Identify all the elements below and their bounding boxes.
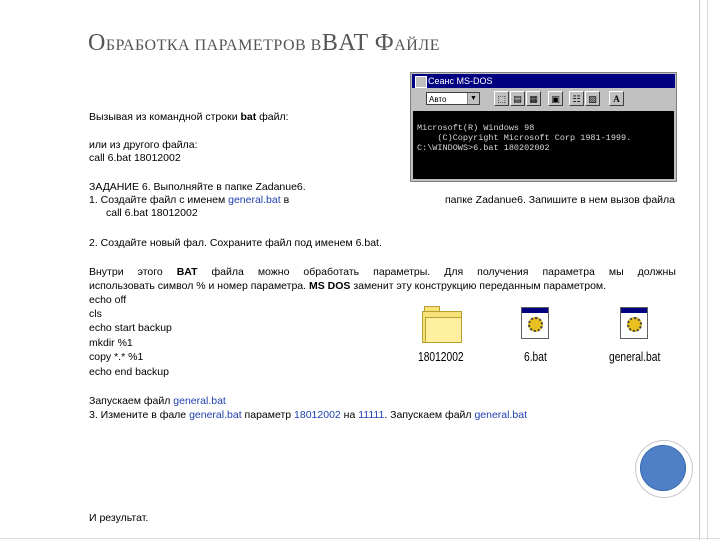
text: 1. Создайте файл с именем bbox=[89, 194, 229, 206]
file-name: general.bat bbox=[189, 409, 242, 421]
font-icon[interactable]: A bbox=[609, 91, 624, 106]
fullscreen-icon[interactable]: ▣ bbox=[548, 91, 563, 106]
task-item bbox=[89, 193, 289, 207]
code-line: echo end backup bbox=[89, 366, 169, 378]
paragraph-word: параметры. bbox=[373, 266, 431, 278]
paragraph-line bbox=[89, 265, 676, 279]
folder-icon[interactable] bbox=[422, 305, 462, 345]
font-size-select[interactable] bbox=[426, 92, 480, 105]
title-text: АЙЛЕ bbox=[394, 37, 440, 54]
paragraph-word: мы bbox=[608, 266, 624, 278]
title-text: BAT bbox=[321, 30, 369, 56]
task-item: 2. Создайте новый фал. Сохраните файл под именем 6.bat. bbox=[89, 237, 382, 249]
bat-file-icon[interactable] bbox=[620, 307, 648, 339]
run-line bbox=[89, 408, 527, 422]
paragraph-word: файла bbox=[211, 266, 244, 278]
file-name: general.bat bbox=[173, 395, 226, 407]
paste-icon[interactable]: ▦ bbox=[526, 91, 541, 106]
run-line bbox=[89, 394, 226, 408]
title-text: БРАБОТКА ПАРАМЕТРОВ В bbox=[105, 37, 322, 54]
file-name: general.bat bbox=[474, 409, 527, 421]
font-size-value: Авто bbox=[429, 95, 447, 104]
paragraph-word: BAT bbox=[176, 266, 198, 278]
page-title bbox=[88, 30, 440, 57]
task-item: call 6.bat 18012002 bbox=[106, 207, 198, 219]
paragraph-word: обработать bbox=[303, 266, 360, 278]
task-item: папке Zadanue6. Запишите в нем вызов файла bbox=[444, 194, 675, 206]
msdos-titlebar[interactable] bbox=[412, 74, 675, 88]
paragraph-word: получения bbox=[477, 266, 529, 278]
paragraph-word: этого bbox=[137, 266, 163, 278]
paragraph-word: должны bbox=[637, 266, 676, 278]
mark-icon[interactable]: ⬚ bbox=[494, 91, 509, 106]
frame-line bbox=[699, 0, 700, 540]
code-line: cls bbox=[89, 308, 102, 320]
bat-file-icon[interactable] bbox=[521, 307, 549, 339]
intro-line: или из другого файла: bbox=[89, 139, 198, 151]
decorative-circle bbox=[640, 445, 686, 491]
intro-line bbox=[89, 110, 289, 124]
paragraph-word: Для bbox=[444, 266, 464, 278]
result-text: И результат. bbox=[89, 512, 149, 524]
text: . Запускаем файл bbox=[384, 409, 475, 421]
background-icon[interactable]: ▧ bbox=[585, 91, 600, 106]
code-line: mkdir %1 bbox=[89, 337, 133, 349]
frame-line bbox=[707, 0, 708, 540]
parameter-value: 18012002 bbox=[294, 409, 341, 421]
text: использовать символ % и номер параметра. bbox=[89, 280, 309, 292]
properties-icon[interactable]: ☷ bbox=[569, 91, 584, 106]
icon-label: 6.bat bbox=[524, 350, 547, 364]
text: файл: bbox=[256, 111, 289, 123]
msdos-toolbar bbox=[412, 89, 675, 109]
paragraph-line bbox=[89, 279, 606, 293]
msdos-window-icon bbox=[415, 76, 427, 88]
msdos-window[interactable] bbox=[410, 72, 677, 182]
paragraph-word: можно bbox=[257, 266, 290, 278]
text: в bbox=[280, 194, 290, 206]
text: Вызывая из командной строки bbox=[89, 111, 241, 123]
text: заменит эту конструкцию переданным параметром. bbox=[350, 280, 607, 292]
console-line: Microsoft(R) Windows 98 bbox=[417, 123, 535, 133]
paragraph-word: параметра bbox=[542, 266, 595, 278]
file-name: general.bat bbox=[228, 194, 281, 206]
text: 3. Измените в фале bbox=[89, 409, 190, 421]
icon-label: general.bat bbox=[609, 350, 661, 364]
text: на bbox=[340, 409, 359, 421]
copy-icon[interactable]: ▤ bbox=[510, 91, 525, 106]
text: параметр bbox=[241, 409, 295, 421]
code-line: echo off bbox=[89, 294, 127, 306]
console-line: C:\WINDOWS>6.bat 180202002 bbox=[417, 143, 550, 153]
paragraph-word: Внутри bbox=[89, 266, 124, 278]
code-line: copy *.* %1 bbox=[89, 351, 144, 363]
intro-code: call 6.bat 18012002 bbox=[89, 152, 181, 164]
task-heading: ЗАДАНИЕ 6. Выполняйте в папке Zadanue6. bbox=[89, 181, 306, 193]
code-line: echo start backup bbox=[89, 322, 172, 334]
console-line: (C)Copyright Microsoft Corp 1981-1999. bbox=[417, 133, 632, 143]
text: Запускаем файл bbox=[89, 395, 174, 407]
text: MS DOS bbox=[308, 280, 351, 292]
frame-line bbox=[0, 538, 720, 539]
chevron-down-icon[interactable]: ▼ bbox=[467, 93, 479, 104]
title-text: Ф bbox=[368, 30, 395, 56]
msdos-title: Сеанс MS-DOS bbox=[428, 76, 493, 86]
icon-label: 18012002 bbox=[418, 350, 464, 364]
text: bat bbox=[240, 111, 257, 123]
msdos-console[interactable] bbox=[413, 111, 674, 179]
title-text: О bbox=[88, 30, 106, 56]
parameter-value: 11111 bbox=[358, 409, 385, 421]
